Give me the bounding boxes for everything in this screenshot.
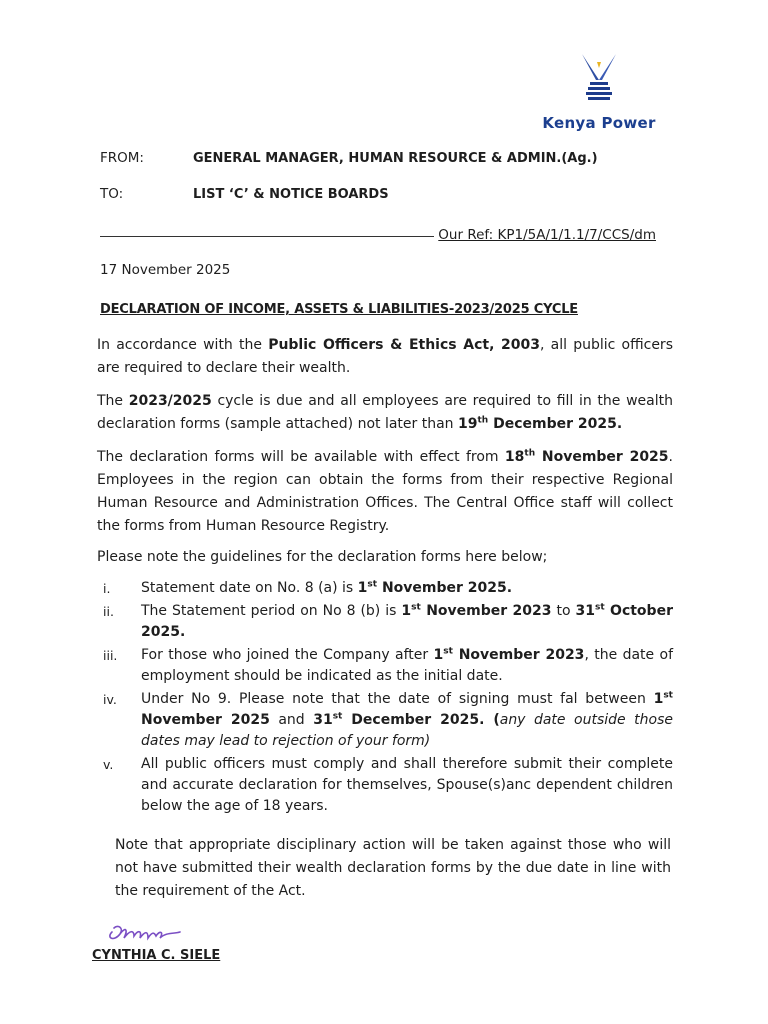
list-item: ii. The Statement period on No 8 (b) is 1st November 2023 to 31st October 2025. <box>103 602 673 640</box>
paragraph-availability: The declaration forms will be available with effect from 18th November 2025. Employees in the region can obtain the forms from their respective Regional Human Resource and Administration Offices. The Central Office staff will collect the forms from Human Resource Registry. <box>97 448 673 534</box>
pylon-logo-icon <box>576 52 622 110</box>
from-label: FROM: <box>100 150 144 166</box>
to-label: TO: <box>100 186 124 202</box>
paragraph-guidelines-intro: Please note the guidelines for the declaration forms here below; <box>97 549 548 565</box>
logo-brand-text: Kenya Power <box>542 114 656 132</box>
document-date: 17 November 2025 <box>100 262 231 278</box>
to-value: LIST ‘C’ & NOTICE BOARDS <box>193 187 389 202</box>
paragraph-cycle: The 2023/2025 cycle is due and all employees are required to fill in the wealth declaration forms (sample attached) not later than 19th December 2025. <box>97 393 673 432</box>
list-item: iii. For those who joined the Company after 1st November 2023, the date of employment should be indicated as the initial date. <box>103 646 673 684</box>
handwritten-signature <box>104 916 188 950</box>
list-item: iv. Under No 9. Please note that the date of signing must fal between 1st November 2025 and 31st December 2025. (any date outside those dates may lead to rejection of your form) <box>103 690 673 749</box>
reference-number: Our Ref: KP1/5A/1/1.1/7/CCS/dm <box>434 227 656 243</box>
list-item: i. Statement date on No. 8 (a) is 1st November 2025. <box>103 579 513 596</box>
signatory-name: CYNTHIA C. SIELE <box>92 948 221 963</box>
list-item: v. All public officers must comply and shall therefore submit their complete and accurate declaration for themselves, Spouse(s)anc dependent children below the age of 18 years. <box>103 756 673 814</box>
disciplinary-note: Note that appropriate disciplinary action will be taken against those who will not have submitted their wealth declaration forms by the due date in line with the requirement of the Act. <box>115 837 671 899</box>
kenya-power-logo <box>536 52 662 136</box>
document-title: DECLARATION OF INCOME, ASSETS & LIABILITIES-2023/2025 CYCLE <box>100 302 578 317</box>
paragraph-act: In accordance with the Public Officers & Ethics Act, 2003, all public officers are required to declare their wealth. <box>97 337 673 376</box>
guidelines-list <box>100 578 673 819</box>
from-value: GENERAL MANAGER, HUMAN RESOURCE & ADMIN.(Ag.) <box>193 151 598 166</box>
